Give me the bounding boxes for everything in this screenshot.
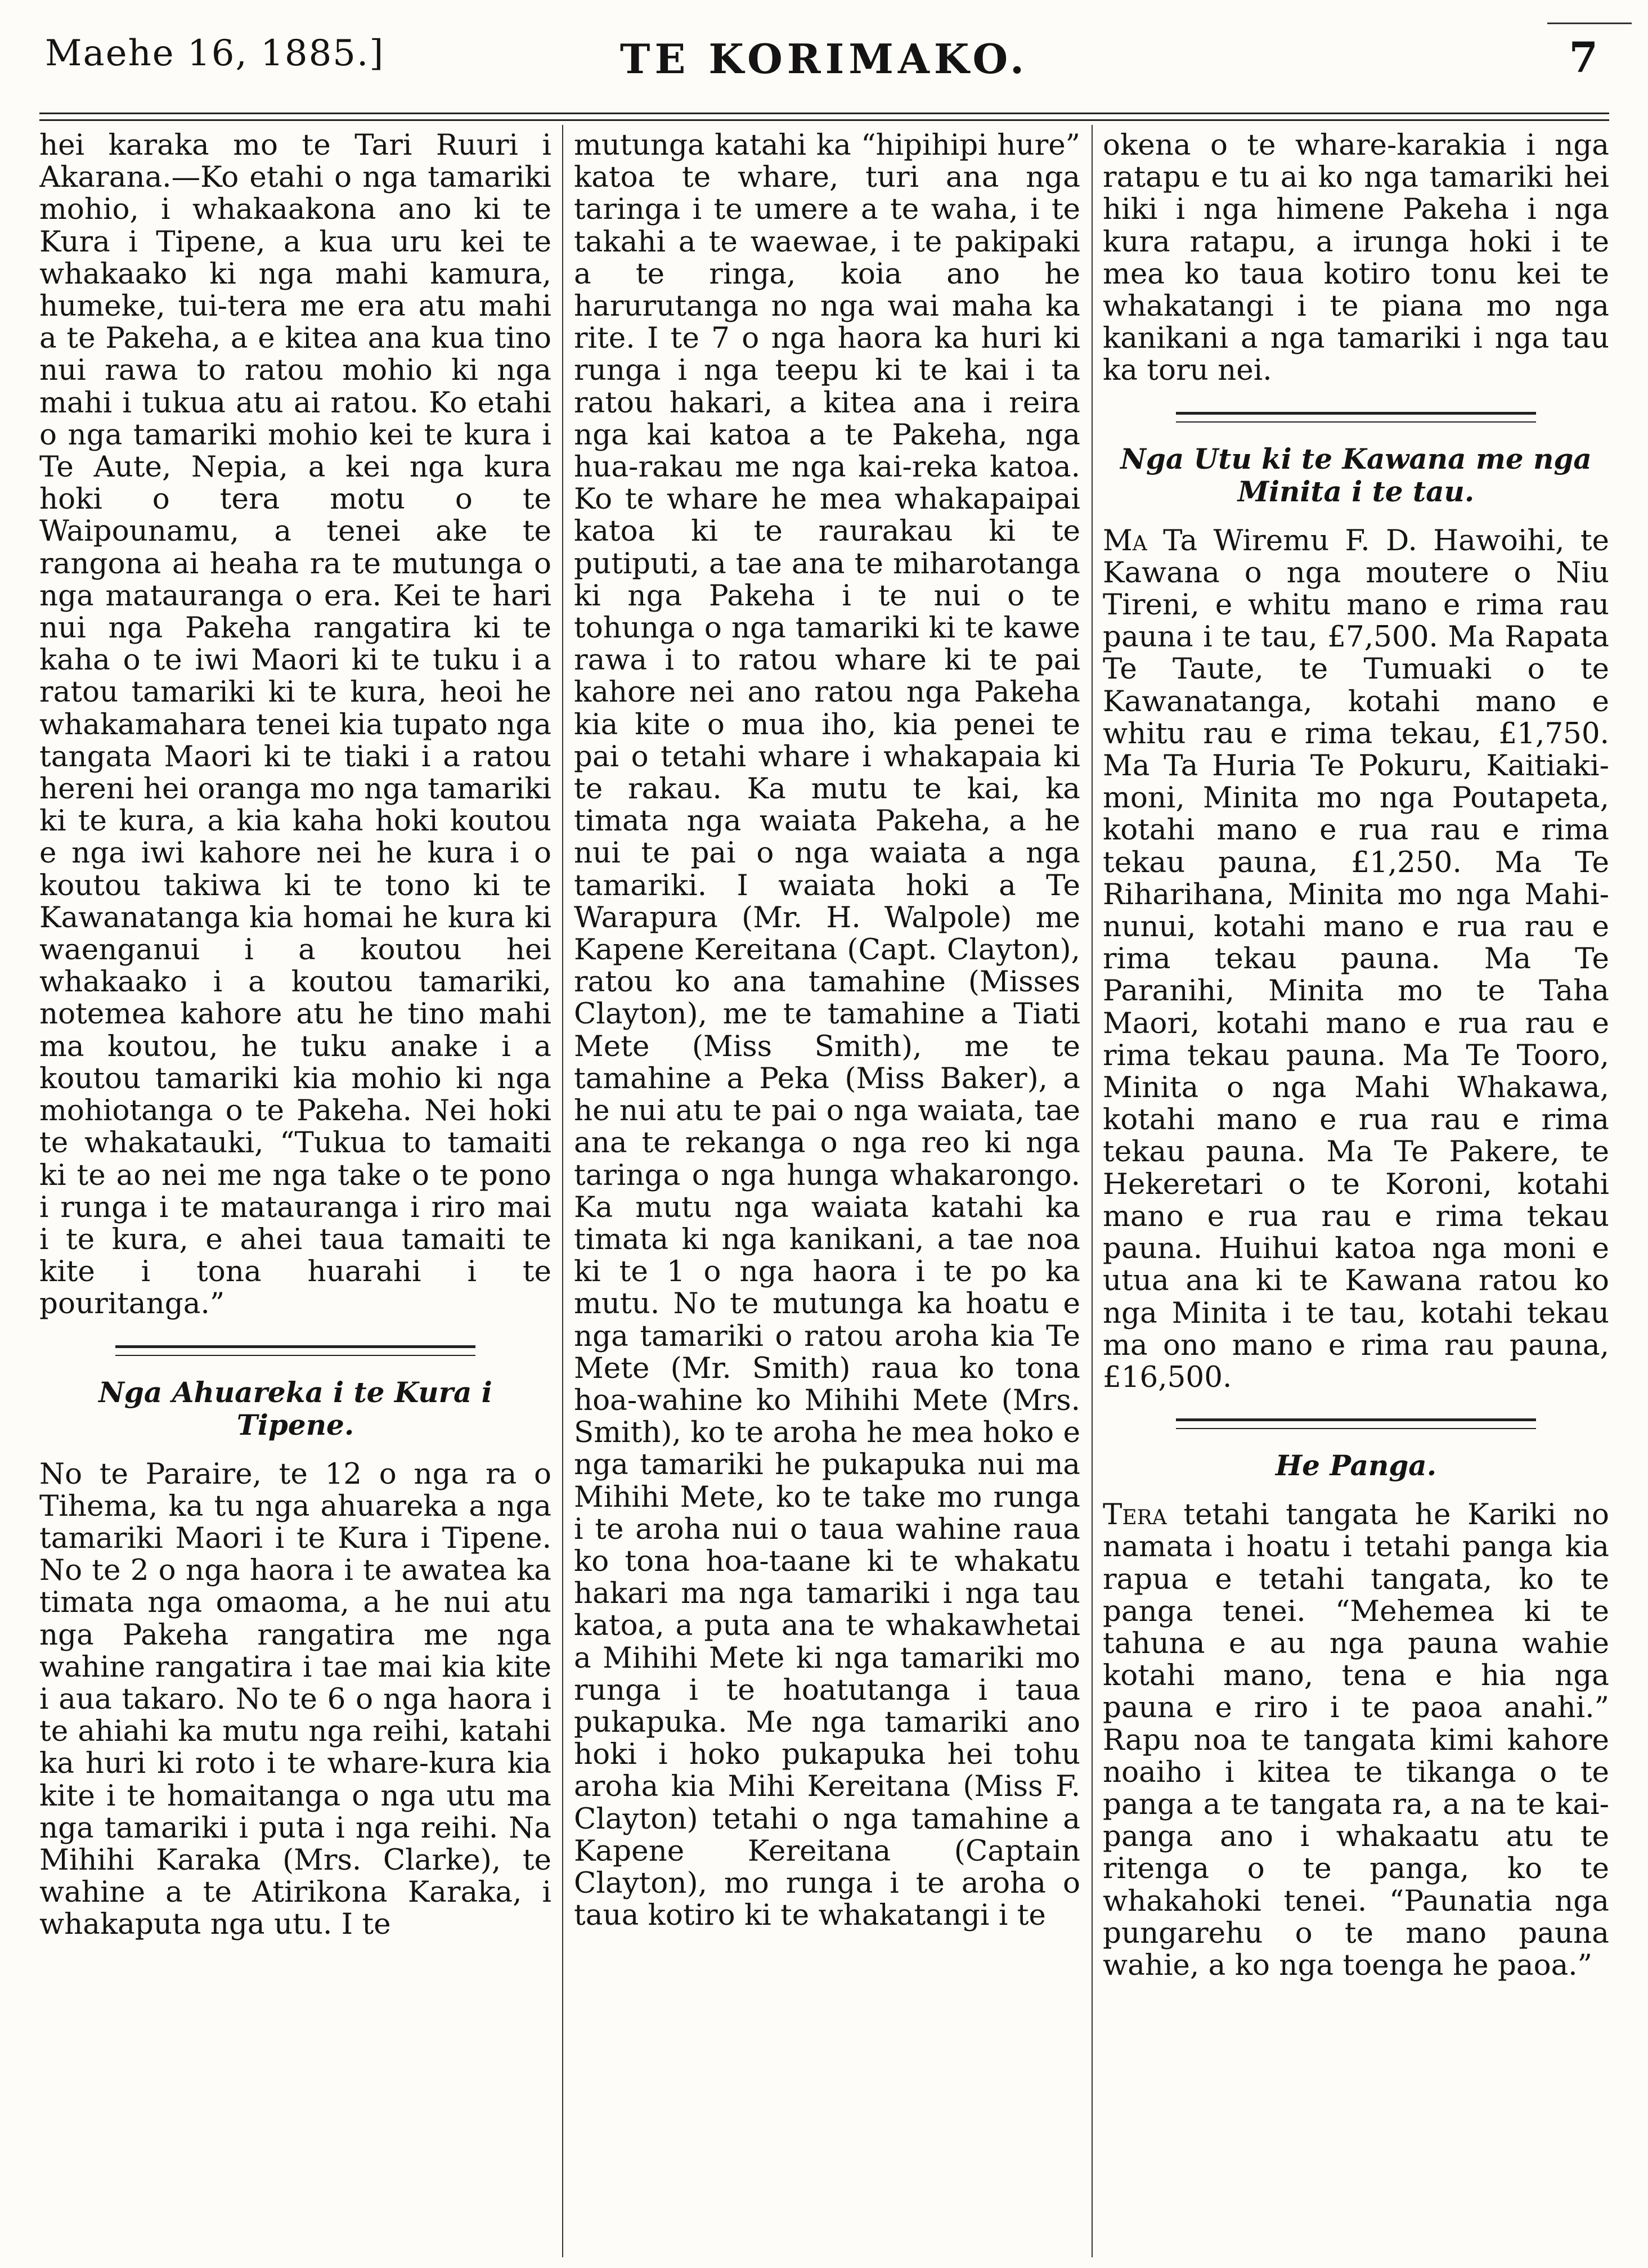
article-text: hei karaka mo te Tari Ruuri i Akarana.—Ko etahi o nga tamariki mohio, i whakaakona ano ki te Kura i Tipene, a kua uru kei te whakaako ki nga mahi kamura, humeke, tui-tera me era atu mahi a te Pakeha, a e kitea ana kua tino nui rawa to ratou mohio ki nga mahi i tukua atu ai ratou. Ko etahi o nga tamariki mohio kei te kura i Te Aute, Nepia, a kei nga kura hoki o tera motu o te Waipounamu, a tenei ake te rangona ai heaha ra te mutunga o nga matauranga o era. Kei te hari nui nga Pakeha rangatira ki te kaha o te iwi Maori ki te tuku i a ratou tamariki ki te kura, heoi he whakamahara tenei kia tupato nga tangata Maori ki te tiaki i a ratou hereni hei oranga mo nga tamariki ki te kura, a kia kaha hoki koutou e nga iwi kahore nei he kura i o koutou takiwa ki te tono ki te Kawanatanga kia homai he kura ki waenganui i a koutou hei whakaako i a koutou tamariki, notemea kahore atu he tino mahi ma koutou, he tuku anake i a koutou tamariki kia mohio ki nga mohiotanga o te Pakeha. Nei hoki te whakatauki, “Tukua to tamaiti ki te ao nei me nga take o te pono i runga i te matauranga i riro mai i te kura, e ahei taua tamaiti te kite i tona huarahi i te pouritanga.”	[39, 129, 551, 1321]
header-rule-bottom	[39, 119, 1609, 121]
paragraph-body: tetahi tangata he Kariki no namata i hoatu i tetahi panga kia rapua e tetahi tangata, ko te panga tenei. “Mehemea ki te tahuna e au nga pauna wahie kotahi mano, tena e hia nga pauna e riro i te paoa anahi.” Rapu noa te tangata kimi kahore noaiho i kitea te tikanga o te panga a te tangata ra, a na te kai-panga ano i whakaatu atu te ritenga o te panga, ko te whakahoki tenei. “Paunatia nga pungarehu o te mano pauna wahie, a ko nga toenga he paoa.”	[1103, 1498, 1609, 1982]
column-1	[39, 129, 551, 2251]
article-text	[1103, 525, 1609, 1394]
column-2	[574, 129, 1080, 2251]
header-rule-top	[39, 113, 1609, 114]
section-divider	[1176, 412, 1536, 423]
article-text: okena o te whare-karakia i nga ratapu e tu ai ko nga tamariki hei hiki i nga himene Pakeha i nga kura ratapu, a irunga hoki i te mea ko taua kotiro tonu kei te whakatangi i te piana mo nga kanikani a nga tamariki i nga tau ka toru nei.	[1103, 129, 1609, 388]
page-number: 7	[1569, 34, 1598, 82]
lead-word: Ma	[1103, 523, 1147, 558]
column-divider-2	[1092, 125, 1093, 2257]
section-heading: Nga Utu ki te Kawana me nga Minita i te tau.	[1120, 442, 1592, 508]
column-divider-1	[562, 125, 563, 2257]
article-text: mutunga katahi ka “hipihipi hure” katoa te whare, turi ana nga taringa i te umere a te waha, i te takahi a te waewae, i te pakipaki a te ringa, koia ano he harurutanga no nga wai maha ka rite. I te 7 o nga haora ka huri ki runga i nga teepu ki te kai i ta ratou hakari, a kitea ana i reira nga kai katoa a te Pakeha, nga hua-rakau me nga kai-reka katoa. Ko te whare he mea whakapaipai katoa ki te raurakau ki te putiputi, a tae ana te miharotanga ki nga Pakeha i te nui o te tohunga o nga tamariki ki te kawe rawa i to ratou whare ki te pai kahore nei ano ratou nga Pakeha kia kite o mua iho, kia penei te pai o tetahi whare i whakapaia ki te rakau. Ka mutu te kai, ka timata nga waiata Pakeha, a he nui te pai o nga waiata a nga tamariki. I waiata hoki a Te Warapura (Mr. H. Walpole) me Kapene Kereitana (Capt. Clayton), ratou ko ana tamahine (Misses Clayton), me te tamahine a Tiati Mete (Miss Smith), me te tamahine a Peka (Miss Baker), a he nui atu te pai o nga waiata, tae ana te rekanga o nga reo ki nga taringa o nga hunga whakarongo. Ka mutu nga waiata katahi ka timata ki nga kanikani, a tae noa ki te 1 o nga haora i te po ka mutu. No te mutunga ka hoatu e nga tamariki o ratou aroha kia Te Mete (Mr. Smith) raua ko tona hoa-wahine ko Mihihi Mete (Mrs. Smith), ko te aroha he mea hoko e nga tamariki he pukapuka nui ma Mihihi Mete, ko te take mo runga i te aroha nui o taua wahine raua ko tona hoa-taane ki te whakatu hakari ma nga tamariki i nga tau katoa, a puta ana te whakawhetai a Mihihi Mete ki nga tamariki mo runga i te hoatutanga i taua pukapuka. Me nga tamariki ano hoki i hoko pukapuka hei tohu aroha kia Mihi Kereitana (Miss F. Clayton) tetahi o nga tamahine a Kapene Kereitana (Captain Clayton), mo runga i te aroha o taua kotiro ki te whakatangi i te	[574, 129, 1080, 1933]
article-text: No te Paraire, te 12 o nga ra o Tihema, ka tu nga ahuareka a nga tamariki Maori i te Kura i Tipene. No te 2 o nga haora i te awatea ka timata nga omaoma, a he nui atu nga Pakeha rangatira me nga wahine rangatira i tae mai kia kite i aua takaro. No te 6 o nga haora i te ahiahi ka mutu nga reihi, katahi ka huri ki roto i te whare-kura kia kite i te homaitanga o nga utu ma nga tamariki i puta i nga reihi. Na Mihihi Karaka (Mrs. Clarke), te wahine a te Atirikona Karaka, i whakaputa nga utu. I te	[39, 1457, 551, 1942]
section-heading: He Panga.	[1275, 1449, 1437, 1483]
article-text	[1103, 1499, 1609, 1982]
page-header	[39, 23, 1609, 107]
issue-date: Maehe 16, 1885.]	[45, 33, 385, 74]
corner-rule	[1547, 23, 1632, 24]
section-divider	[1176, 1418, 1536, 1429]
newspaper-title: TE KORIMAKO.	[619, 35, 1029, 83]
paragraph-body: Ta Wiremu F. D. Hawoihi, te Kawana o nga moutere o Niu Tireni, e whitu mano e rima rau pauna i te tau, £7,500. Ma Rapata Te Taute, te Tumuaki o te Kawanatanga, kotahi mano e whitu rau e rima tekau, £1,750. Ma Ta Huria Te Pokuru, Kaitiaki-moni, Minita mo nga Poutapeta, kotahi mano e rua rau e rima tekau pauna, £1,250. Ma Te Riharihana, Minita mo nga Mahi-nunui, kotahi mano e rua rau e rima tekau pauna. Ma Te Paranihi, Minita mo te Taha Maori, kotahi mano e rua rau e rima tekau pauna. Ma Te Tooro, Minita o nga Mahi Whakawa, kotahi mano e rua rau e rima tekau pauna. Ma Te Pakere, te Hekeretari o te Koroni, kotahi mano e rua rau e rima tekau pauna. Huihui katoa nga moni e utua ana ki te Kawana ratou ko nga Minita i te tau, kotahi tekau ma ono mano e rima rau pauna, £16,500.	[1103, 523, 1609, 1394]
section-heading: Nga Ahuareka i te Kura i Tipene.	[98, 1375, 492, 1441]
column-3	[1103, 129, 1609, 2251]
section-divider	[115, 1345, 475, 1356]
lead-word: Tera	[1103, 1498, 1167, 1532]
